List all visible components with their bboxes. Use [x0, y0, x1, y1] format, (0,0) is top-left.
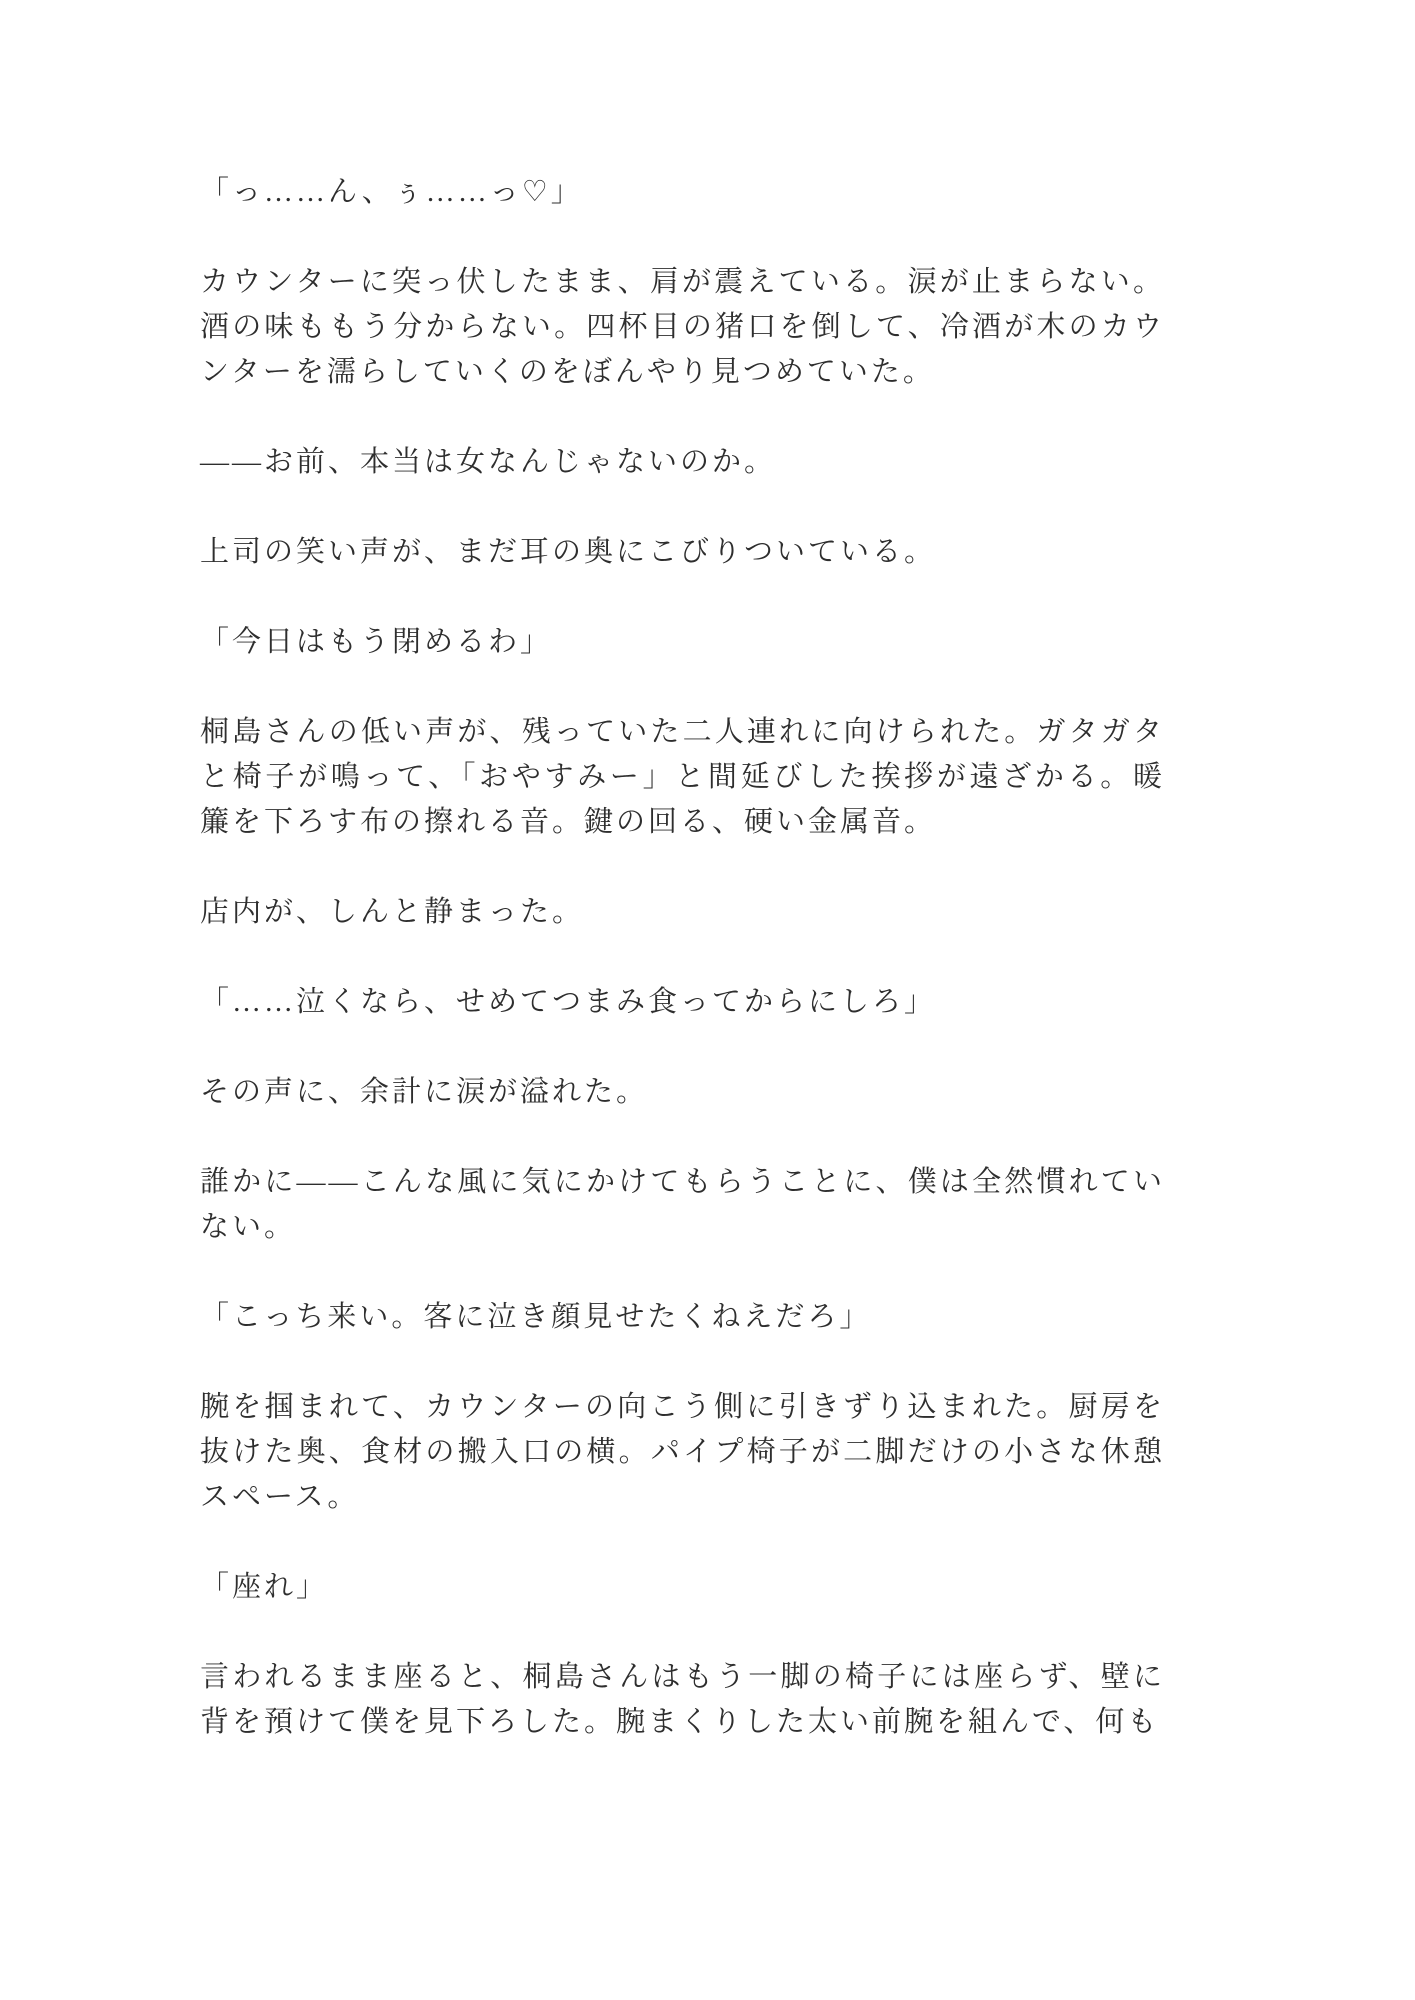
- paragraph: 腕を掴まれて、カウンターの向こう側に引きずり込まれた。厨房を抜けた奥、食材の搬入口の横。パイプ椅子が二脚だけの小さな休憩スペース。: [200, 1391, 1165, 1513]
- paragraph: 「今日はもう閉めるわ」: [200, 626, 553, 658]
- paragraph: ――お前、本当は女なんじゃないのか。: [200, 446, 777, 478]
- paragraph: その声に、余計に涙が溢れた。: [200, 1076, 649, 1108]
- paragraph: 「っ……ん、ぅ……っ♡」: [200, 176, 583, 208]
- paragraph: 言われるまま座ると、桐島さんはもう一脚の椅子には座らず、壁に背を預けて僕を見下ろした。腕まくりした太い前腕を組んで、何も: [200, 1661, 1165, 1738]
- paragraph: 上司の笑い声が、まだ耳の奥にこびりついている。: [200, 536, 937, 568]
- paragraph: 店内が、しんと静まった。: [200, 896, 585, 928]
- paragraph: 「……泣くなら、せめてつまみ食ってからにしろ」: [200, 986, 937, 1018]
- paragraph: 誰かに――こんな風に気にかけてもらうことに、僕は全然慣れていない。: [200, 1166, 1165, 1243]
- paragraph: 桐島さんの低い声が、残っていた二人連れに向けられた。ガタガタと椅子が鳴って、「おやすみー」と間延びした挨拶が遠ざかる。暖簾を下ろす布の擦れる音。鍵の回る、硬い金属音。: [200, 716, 1165, 838]
- paragraph: 「こっち来い。客に泣き顔見せたくねえだろ」: [200, 1301, 872, 1333]
- paragraph: 「座れ」: [200, 1571, 329, 1603]
- paragraph: カウンターに突っ伏したまま、肩が震えている。涙が止まらない。酒の味ももう分からない。四杯目の猪口を倒して、冷酒が木のカウンターを濡らしていくのをぼんやり見つめていた。: [200, 266, 1165, 388]
- text-body: [200, 170, 1165, 1745]
